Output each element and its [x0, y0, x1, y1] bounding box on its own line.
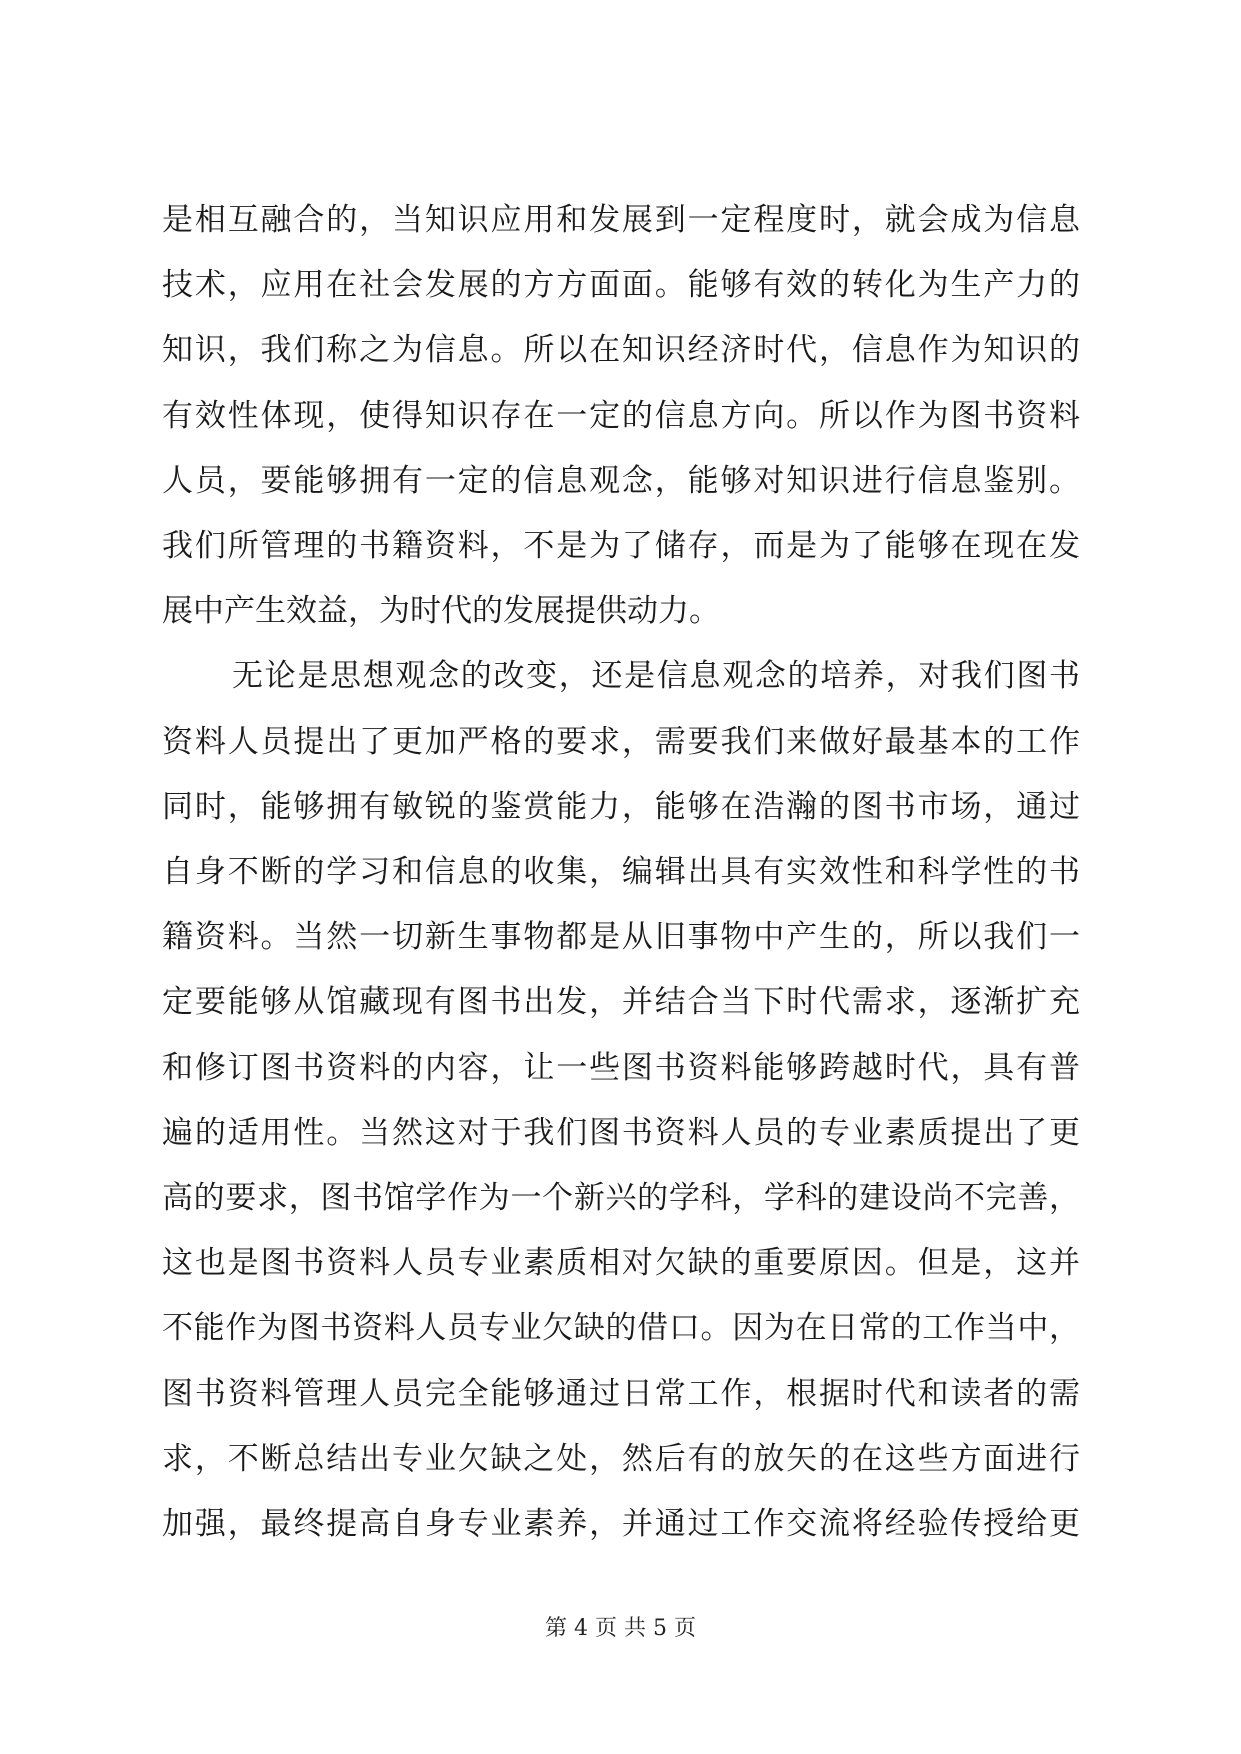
- body-text-line: 我们所管理的书籍资料，不是为了储存，而是为了能够在现在发: [162, 528, 1080, 564]
- body-text-line: 资料人员提出了更加严格的要求，需要我们来做好最基本的工作: [162, 724, 1080, 760]
- body-text-line: 这也是图书资料人员专业素质相对欠缺的重要原因。但是，这并: [162, 1245, 1080, 1281]
- body-text-line: 有效性体现，使得知识存在一定的信息方向。所以作为图书资料: [162, 398, 1080, 434]
- body-text-line: 自身不断的学习和信息的收集，编辑出具有实效性和科学性的书: [162, 854, 1080, 890]
- body-text-line: 定要能够从馆藏现有图书出发，并结合当下时代需求，逐渐扩充: [162, 984, 1080, 1020]
- body-text-line: 遍的适用性。当然这对于我们图书资料人员的专业素质提出了更: [162, 1115, 1080, 1151]
- body-text-line: 技术，应用在社会发展的方方面面。能够有效的转化为生产力的: [162, 267, 1080, 303]
- page-number-footer: 第 4 页 共 5 页: [545, 1616, 696, 1641]
- body-text-line: 和修订图书资料的内容，让一些图书资料能够跨越时代，具有普: [162, 1050, 1080, 1086]
- body-text-line: 不能作为图书资料人员专业欠缺的借口。因为在日常的工作当中，: [162, 1310, 1080, 1346]
- body-text-line: 加强，最终提高自身专业素养，并通过工作交流将经验传授给更: [162, 1506, 1080, 1542]
- body-text-line: 籍资料。当然一切新生事物都是从旧事物中产生的，所以我们一: [162, 919, 1080, 955]
- body-text-line: 图书资料管理人员完全能够通过日常工作，根据时代和读者的需: [162, 1376, 1080, 1412]
- body-text-line: 高的要求，图书馆学作为一个新兴的学科，学科的建设尚不完善，: [162, 1180, 1080, 1216]
- body-text-line: 求，不断总结出专业欠缺之处，然后有的放矢的在这些方面进行: [162, 1441, 1080, 1477]
- body-text-line: 是相互融合的，当知识应用和发展到一定程度时，就会成为信息: [162, 202, 1080, 238]
- body-text-line: 人员，要能够拥有一定的信息观念，能够对知识进行信息鉴别。: [162, 463, 1080, 499]
- body-text-line: 知识，我们称之为信息。所以在知识经济时代，信息作为知识的: [162, 332, 1080, 368]
- paragraph-first-line: 无论是思想观念的改变，还是信息观念的培养，对我们图书: [232, 658, 1080, 694]
- body-text-line: 同时，能够拥有敏锐的鉴赏能力，能够在浩瀚的图书市场，通过: [162, 789, 1080, 825]
- body-text-line: 展中产生效益，为时代的发展提供动力。: [162, 593, 720, 629]
